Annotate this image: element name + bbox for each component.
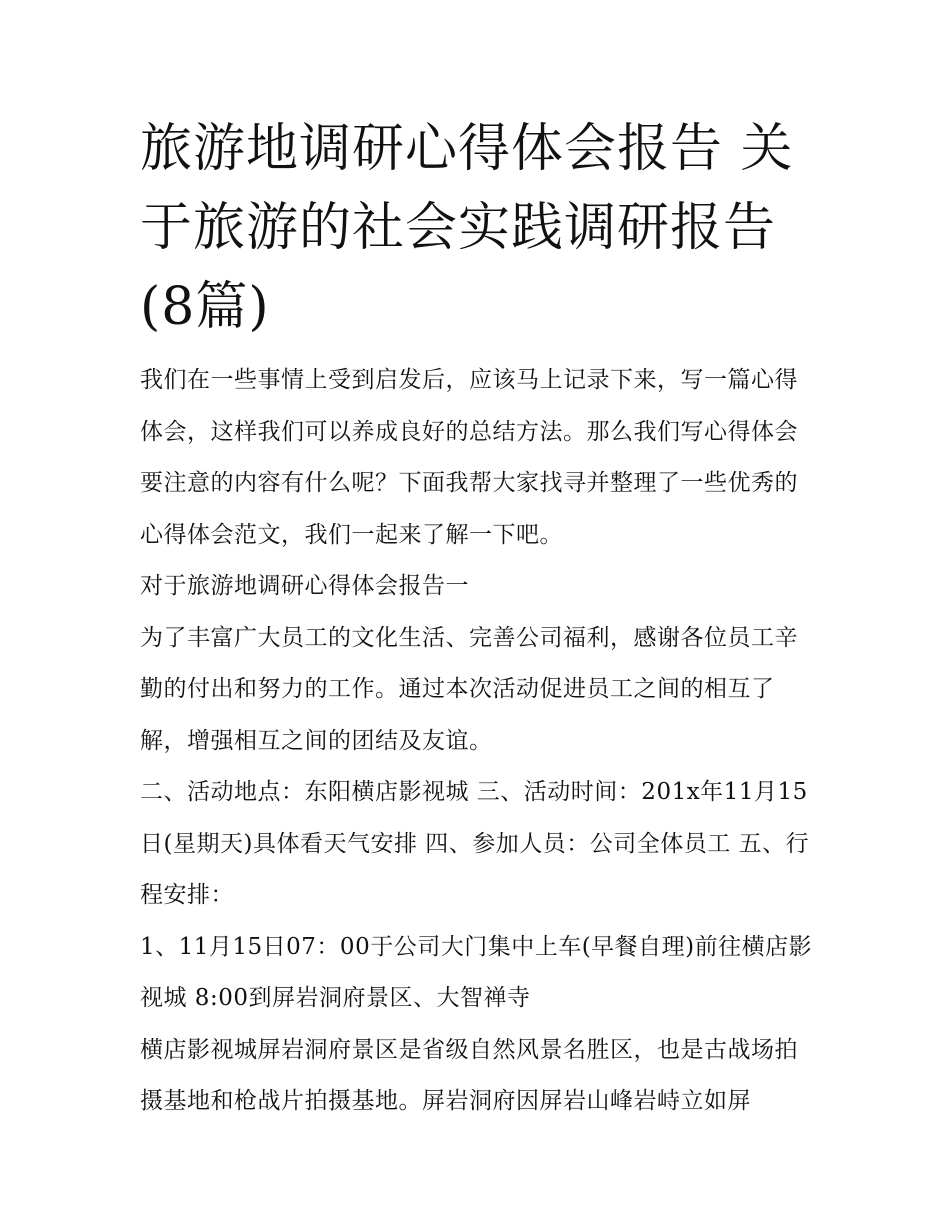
event-details-paragraph: 二、活动地点：东阳横店影视城 三、活动时间：201x年11月15日(星期天)具体看天气安排 四、参加人员：公司全体员工 五、行程安排： [140,779,810,908]
purpose-paragraph: 为了丰富广大员工的文化生活、完善公司福利，感谢各位员工辛勤的付出和努力的工作。通过本次活动促进员工之间的相互了解，增强相互之间的团结及友谊。 [140,624,798,754]
intro-paragraph: 我们在一些事情上受到启发后，应该马上记录下来，写一篇心得体会，这样我们可以养成良好的总结方法。那么我们写心得体会要注意的内容有什么呢？下面我帮大家找寻并整理了一些优秀的心得体会范文，我们一起来了解一下吧。 [140,367,798,548]
document-body [140,355,820,1128]
itinerary-item: 1、11月15日07：00于公司大门集中上车(早餐自理)前往横店影视城 8:00到屏岩洞府景区、大智禅寺 [140,933,813,1011]
section-heading: 对于旅游地调研心得体会报告一 [140,573,469,599]
document-title: 旅游地调研心得体会报告 关于旅游的社会实践调研报告(8篇) [140,119,794,337]
scenic-description-paragraph: 横店影视城屏岩洞府景区是省级自然风景名胜区，也是古战场拍摄基地和枪战片拍摄基地。屏岩洞府因屏岩山峰岩峙立如屏 [140,1036,798,1114]
